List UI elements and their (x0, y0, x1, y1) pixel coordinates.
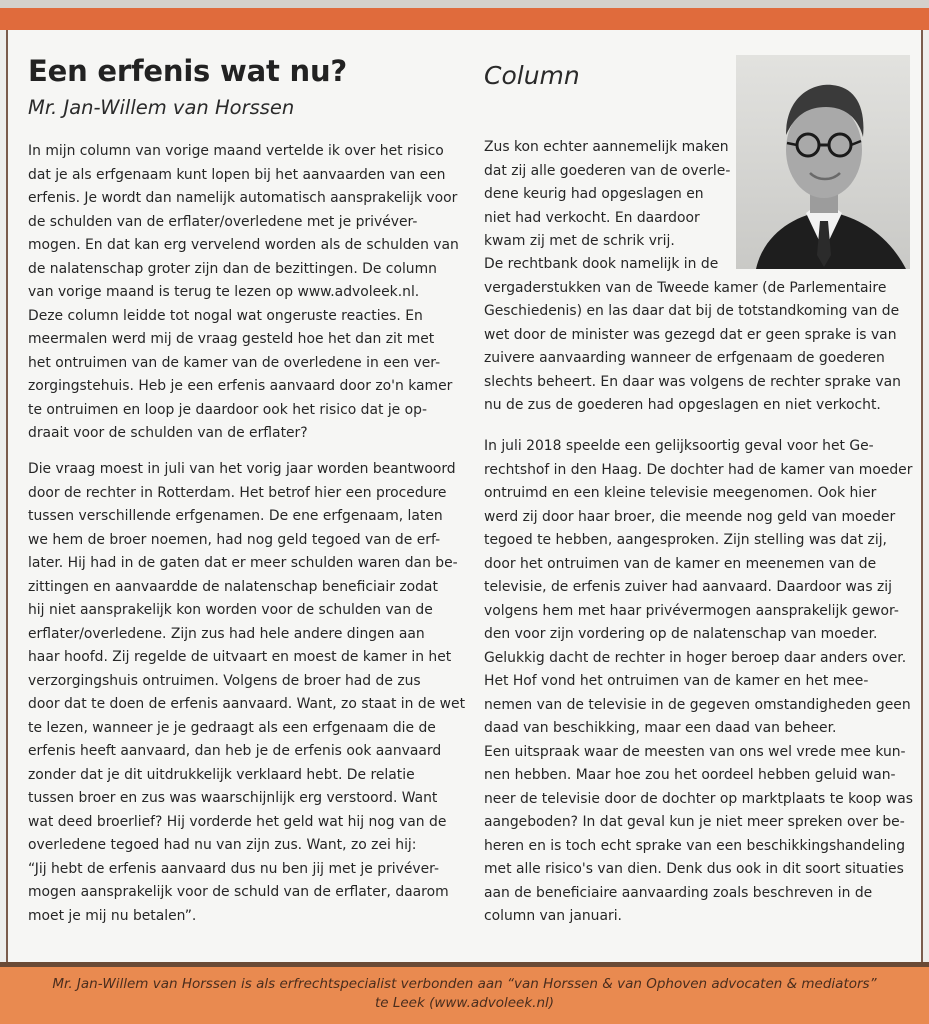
column1-paragraph2 (28, 458, 465, 928)
text-line: aan de beneficiaire aanvaarding zoals beschreven in de (484, 884, 873, 901)
text-line: nemen van de televisie in de gegeven omstandigheden geen (484, 696, 911, 713)
text-line: door dat te doen de erfenis aanvaard. Want, zo staat in de wet (28, 696, 466, 712)
article-title: Een erfenis wat nu? (28, 54, 348, 88)
footer-bar (0, 962, 929, 1024)
text-line: Een uitspraak waar de meesten van ons wel vrede mee kun- (484, 743, 906, 760)
text-line: erfenis heeft aanvaard, dan heb je de erfenis ook aanvaard (28, 743, 442, 759)
section-label: Column (484, 61, 580, 90)
text-line: neer de televisie door de dochter op marktplaats te koop was (484, 790, 914, 807)
text-line: tussen broer en zus was waarschijnlijk erg verstoord. Want (28, 790, 438, 806)
text-line: Deze column leidde tot nogal wat ongeruste reacties. En (28, 307, 423, 324)
text-line: niet had verkocht. En daardoor (484, 209, 700, 226)
text-line: moet je mij nu betalen”. (28, 907, 197, 924)
text-line: draait voor de schulden van de erflater? (28, 425, 308, 441)
top-accent-bar (0, 0, 929, 30)
footer-line: te Leek (www.advoleek.nl) (374, 995, 555, 1011)
text-line: volgens hem met haar privévermogen aansprakelijk gewor- (484, 602, 899, 619)
text-line: erflater/overledene. Zijn zus had hele andere dingen aan (28, 625, 425, 642)
text-line: heren en is toch echt sprake van een beschikkingshandeling (484, 837, 906, 854)
text-line: den voor zijn vordering op de nalatenschap van moeder. (484, 626, 878, 642)
text-line: verzorgingshuis ontruimen. Volgens de broer had de zus (28, 672, 421, 689)
text-line: van vorige maand is terug te lezen op www.advoleek.nl. (28, 284, 420, 300)
text-line: haar hoofd. Zij regelde de uitvaart en moest de kamer in het (28, 649, 452, 665)
text-line: we hem de broer noemen, had nog geld tegoed van de erf- (28, 531, 441, 548)
text-line: In juli 2018 speelde een gelijksoortig geval voor het Ge- (484, 438, 874, 454)
text-line: zittingen en aanvaardde de nalatenschap beneficiair zodat (28, 578, 438, 595)
text-line: de nalatenschap groter zijn dan de bezittingen. De column (28, 260, 437, 277)
text-line: zorgingstehuis. Heb je een erfenis aanvaard door zo'n kamer (28, 378, 453, 394)
article-author: Mr. Jan-Willem van Horssen (28, 96, 295, 119)
text-line: meermalen werd mij de vraag gesteld hoe het dan zit met (28, 331, 435, 347)
column1-paragraph1 (28, 140, 459, 446)
text-line: ontruimd en een kleine televisie meegenomen. Ook hier (484, 485, 877, 501)
text-line: met alle risico's van dien. Denk dus ook in dit soort situaties (484, 861, 904, 877)
text-line: In mijn column van vorige maand vertelde ik over het risico (28, 143, 444, 159)
text-line: daad van beschikking, maar een daad van beheer. (484, 720, 837, 736)
text-line: door het ontruimen van de kamer en meenemen van de (484, 555, 877, 572)
text-line: nu de zus de goederen had opgeslagen en niet verkocht. (484, 397, 881, 413)
text-line: het ontruimen van de kamer van de overledene in een ver- (28, 354, 441, 371)
text-line: slechts beheert. En daar was volgens de rechter sprake van (484, 373, 901, 390)
text-line: wat deed broerlief? Hij vorderde het geld wat hij nog van de (28, 813, 447, 830)
text-line: aangeboden? In dat geval kun je niet meer spreken over be- (484, 814, 905, 830)
text-line: mogen. En dat kan erg vervelend worden als de schulden van (28, 237, 459, 253)
text-line: de schulden van de erflater/overledene met je privéver- (28, 213, 418, 230)
text-line: rechtshof in den Haag. De dochter had de kamer van moeder (484, 461, 913, 478)
text-line: dat zij alle goederen van de overle- (484, 162, 731, 179)
text-line: wet door de minister was gezegd dat er geen sprake is van (484, 326, 897, 343)
footer-line: Mr. Jan-Willem van Horssen is als erfrechtspecialist verbonden aan “van Horssen & van Ophoven advocaten & mediators” (52, 976, 877, 992)
text-line: hij niet aansprakelijk kon worden voor de schulden van de (28, 602, 433, 618)
text-line: column van januari. (484, 908, 622, 924)
text-line: later. Hij had in de gaten dat er meer schulden waren dan be- (28, 555, 458, 571)
portrait-icon (736, 55, 910, 269)
text-line: dat je als erfgenaam kunt lopen bij het aanvaarden van een (28, 166, 446, 183)
text-line: werd zij door haar broer, die meende nog geld van moeder (484, 508, 896, 525)
text-line: Geschiedenis) en las daar dat bij de totstandkoming van de (484, 303, 900, 319)
text-line: Gelukkig dacht de rechter in hoger beroep daar anders over. (484, 649, 907, 666)
text-line: zonder dat je dit uitdrukkelijk verklaard hebt. De relatie (28, 766, 415, 783)
text-line: De rechtbank dook namelijk in de (484, 256, 719, 272)
text-line: te ontruimen en loop je daardoor ook het risico dat je op- (28, 401, 427, 418)
text-line: “Jij hebt de erfenis aanvaard dus nu ben jij met je privéver- (28, 860, 439, 877)
text-line: vergaderstukken van de Tweede kamer (de Parlementaire (484, 279, 887, 296)
text-line: nen hebben. Maar hoe zou het oordeel hebben geluid wan- (484, 767, 896, 783)
text-line: tegoed te hebben, aangesproken. Zijn stelling was dat zij, (484, 532, 887, 548)
text-line: Die vraag moest in juli van het vorig jaar worden beantwoord (28, 461, 456, 477)
text-line: Het Hof vond het ontruimen van de kamer en het mee- (484, 673, 869, 689)
text-line: kwam zij met de schrik vrij. (484, 233, 675, 249)
author-portrait-photo (736, 55, 910, 269)
text-line: televisie, de erfenis zuiver had aanvaard. Daardoor was zij (484, 579, 892, 595)
text-line: overledene tegoed had nu van zijn zus. Want, zo zei hij: (28, 837, 417, 853)
text-line: mogen aansprakelijk voor de schuld van de erflater, daarom (28, 884, 449, 900)
text-line: Zus kon echter aannemelijk maken (484, 139, 729, 155)
text-line: te lezen, wanneer je je gedraagt als een erfgenaam die de (28, 719, 436, 736)
text-line: tussen verschillende erfgenamen. De ene erfgenaam, laten (28, 508, 443, 524)
text-line: zuivere aanvaarding wanneer de erfgenaam de goederen (484, 350, 885, 366)
text-line: erfenis. Je wordt dan namelijk automatisch aansprakelijk voor (28, 190, 458, 206)
text-line: door de rechter in Rotterdam. Het betrof hier een procedure (28, 484, 447, 501)
text-line: dene keurig had opgeslagen en (484, 186, 704, 202)
column2-paragraph1 (484, 253, 901, 418)
column2-paragraph1-intro (484, 136, 730, 254)
column2-paragraph2 (484, 435, 913, 929)
